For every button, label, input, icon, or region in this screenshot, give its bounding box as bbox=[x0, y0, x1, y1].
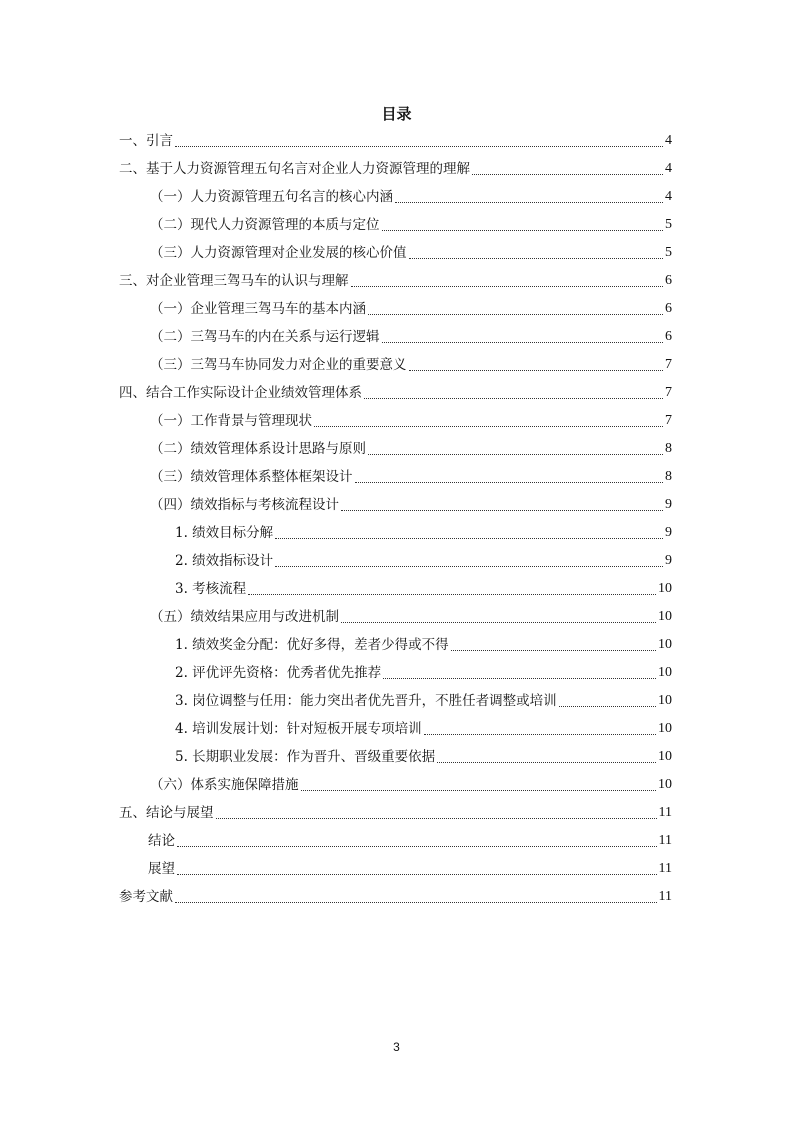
toc-entry-page: 9 bbox=[665, 553, 672, 568]
leader-dots bbox=[383, 678, 656, 679]
toc-entry-label: 1. 绩效目标分解 bbox=[175, 525, 274, 541]
leader-dots bbox=[368, 454, 663, 455]
toc-entry-label: （二）三驾马车的内在关系与运行逻辑 bbox=[150, 329, 380, 345]
toc-entry-label: 2. 评优评先资格：优秀者优先推荐 bbox=[175, 665, 382, 681]
toc-entry-page: 10 bbox=[658, 581, 672, 596]
toc-entry-label: 参考文献 bbox=[119, 889, 173, 905]
toc-entry-label: 二、基于人力资源管理五句名言对企业人力资源管理的理解 bbox=[119, 161, 470, 177]
leader-dots bbox=[351, 286, 664, 287]
toc-entry-page: 11 bbox=[658, 833, 672, 848]
toc-entry-label: （三）三驾马车协同发力对企业的重要意义 bbox=[150, 357, 407, 373]
leader-dots bbox=[314, 426, 663, 427]
toc-entry-label: （五）绩效结果应用与改进机制 bbox=[150, 609, 339, 625]
leader-dots bbox=[177, 874, 657, 875]
toc-entry[interactable] bbox=[150, 355, 672, 375]
toc-entry-page: 7 bbox=[665, 385, 672, 400]
toc-entry-page: 10 bbox=[658, 749, 672, 764]
toc-entry[interactable] bbox=[150, 299, 672, 319]
leader-dots bbox=[364, 398, 663, 399]
toc-entry-label: 展望 bbox=[148, 861, 175, 877]
toc-entry-label: 1. 绩效奖金分配：优好多得，差者少得或不得 bbox=[175, 637, 449, 653]
toc-entry-label: （三）人力资源管理对企业发展的核心价值 bbox=[150, 245, 407, 261]
leader-dots bbox=[424, 734, 656, 735]
leader-dots bbox=[301, 790, 657, 791]
leader-dots bbox=[341, 622, 656, 623]
toc-entry-page: 10 bbox=[658, 637, 672, 652]
toc-entry[interactable] bbox=[119, 271, 672, 291]
toc-entry[interactable] bbox=[150, 243, 672, 263]
toc-entry-label: 四、结合工作实际设计企业绩效管理体系 bbox=[119, 385, 362, 401]
toc-entry[interactable] bbox=[119, 131, 672, 151]
toc-entry[interactable] bbox=[150, 215, 672, 235]
leader-dots bbox=[216, 818, 657, 819]
toc-entry[interactable] bbox=[150, 467, 672, 487]
toc-entry-label: （四）绩效指标与考核流程设计 bbox=[150, 497, 339, 513]
leader-dots bbox=[275, 538, 663, 539]
toc-entry-page: 8 bbox=[665, 441, 672, 456]
toc-entry[interactable] bbox=[150, 327, 672, 347]
toc-entry-page: 4 bbox=[665, 189, 672, 204]
toc-entry-label: 三、对企业管理三驾马车的认识与理解 bbox=[119, 273, 349, 289]
toc-entry-label: （三）绩效管理体系整体框架设计 bbox=[150, 469, 353, 485]
leader-dots bbox=[382, 342, 664, 343]
toc-entry[interactable] bbox=[119, 803, 672, 823]
toc-entry[interactable] bbox=[119, 159, 672, 179]
leader-dots bbox=[409, 258, 664, 259]
toc-entry-page: 10 bbox=[658, 777, 672, 792]
toc-entry-label: （二）绩效管理体系设计思路与原则 bbox=[150, 441, 366, 457]
toc-entry-page: 8 bbox=[665, 469, 672, 484]
toc-entry[interactable] bbox=[150, 439, 672, 459]
toc-entry[interactable] bbox=[175, 747, 672, 767]
toc-entry-label: 五、结论与展望 bbox=[119, 805, 214, 821]
toc-entry[interactable] bbox=[175, 635, 672, 655]
leader-dots bbox=[409, 370, 664, 371]
toc-entry-label: （一）企业管理三驾马车的基本内涵 bbox=[150, 301, 366, 317]
toc-entry[interactable] bbox=[150, 187, 672, 207]
toc-entry-page: 11 bbox=[658, 889, 672, 904]
toc-entry[interactable] bbox=[175, 523, 672, 543]
leader-dots bbox=[395, 202, 663, 203]
toc-entry-label: 一、引言 bbox=[119, 133, 173, 149]
toc-entry-label: （一）人力资源管理五句名言的核心内涵 bbox=[150, 189, 393, 205]
leader-dots bbox=[275, 566, 663, 567]
toc-entry-label: 结论 bbox=[148, 833, 175, 849]
toc-entry[interactable] bbox=[148, 859, 672, 879]
toc-entry-label: 2. 绩效指标设计 bbox=[175, 553, 274, 569]
toc-entry[interactable] bbox=[119, 887, 672, 907]
toc-entry[interactable] bbox=[150, 411, 672, 431]
leader-dots bbox=[472, 174, 663, 175]
leader-dots bbox=[382, 230, 664, 231]
leader-dots bbox=[175, 146, 663, 147]
toc-entry[interactable] bbox=[150, 495, 672, 515]
toc-entry-label: （一）工作背景与管理现状 bbox=[150, 413, 312, 429]
toc-title: 目录 bbox=[381, 105, 412, 123]
toc-entry[interactable] bbox=[148, 831, 672, 851]
toc-entry-page: 11 bbox=[658, 805, 672, 820]
toc-entry-label: 3. 考核流程 bbox=[175, 581, 247, 597]
toc-entry-page: 5 bbox=[665, 245, 672, 260]
toc-entry-page: 11 bbox=[658, 861, 672, 876]
toc-entry-label: 5. 长期职业发展：作为晋升、晋级重要依据 bbox=[175, 749, 436, 765]
leader-dots bbox=[177, 846, 657, 847]
toc-entry-page: 9 bbox=[665, 525, 672, 540]
toc-entry-label: 3. 岗位调整与任用：能力突出者优先晋升，不胜任者调整或培训 bbox=[175, 693, 557, 709]
toc-entry-page: 6 bbox=[665, 329, 672, 344]
leader-dots bbox=[355, 482, 664, 483]
toc-entry[interactable] bbox=[175, 691, 672, 711]
toc-entry-page: 5 bbox=[665, 217, 672, 232]
toc-entry-page: 4 bbox=[665, 161, 672, 176]
leader-dots bbox=[559, 706, 656, 707]
toc-entry-page: 7 bbox=[665, 413, 672, 428]
toc-entry-label: （六）体系实施保障措施 bbox=[150, 777, 299, 793]
toc-entry-page: 10 bbox=[658, 665, 672, 680]
leader-dots bbox=[451, 650, 656, 651]
leader-dots bbox=[248, 594, 656, 595]
leader-dots bbox=[175, 902, 657, 903]
toc-entry-page: 10 bbox=[658, 721, 672, 736]
page-number: 3 bbox=[393, 1040, 400, 1054]
toc-entry-page: 6 bbox=[665, 273, 672, 288]
toc-entry-label: 4. 培训发展计划：针对短板开展专项培训 bbox=[175, 721, 422, 737]
toc-entry-page: 9 bbox=[665, 497, 672, 512]
toc-entry-page: 10 bbox=[658, 693, 672, 708]
toc-entry-label: （二）现代人力资源管理的本质与定位 bbox=[150, 217, 380, 233]
toc-entry[interactable] bbox=[119, 383, 672, 403]
leader-dots bbox=[368, 314, 663, 315]
toc-entry[interactable] bbox=[150, 607, 672, 627]
toc-entry[interactable] bbox=[175, 663, 672, 683]
leader-dots bbox=[437, 762, 656, 763]
toc-entry-page: 6 bbox=[665, 301, 672, 316]
toc-entry[interactable] bbox=[175, 719, 672, 739]
toc-entry-page: 7 bbox=[665, 357, 672, 372]
leader-dots bbox=[341, 510, 663, 511]
toc-entry-page: 4 bbox=[665, 133, 672, 148]
toc-entry[interactable] bbox=[150, 775, 672, 795]
toc-entry[interactable] bbox=[175, 551, 672, 571]
toc-entry[interactable] bbox=[175, 579, 672, 599]
toc-entry-page: 10 bbox=[658, 609, 672, 624]
